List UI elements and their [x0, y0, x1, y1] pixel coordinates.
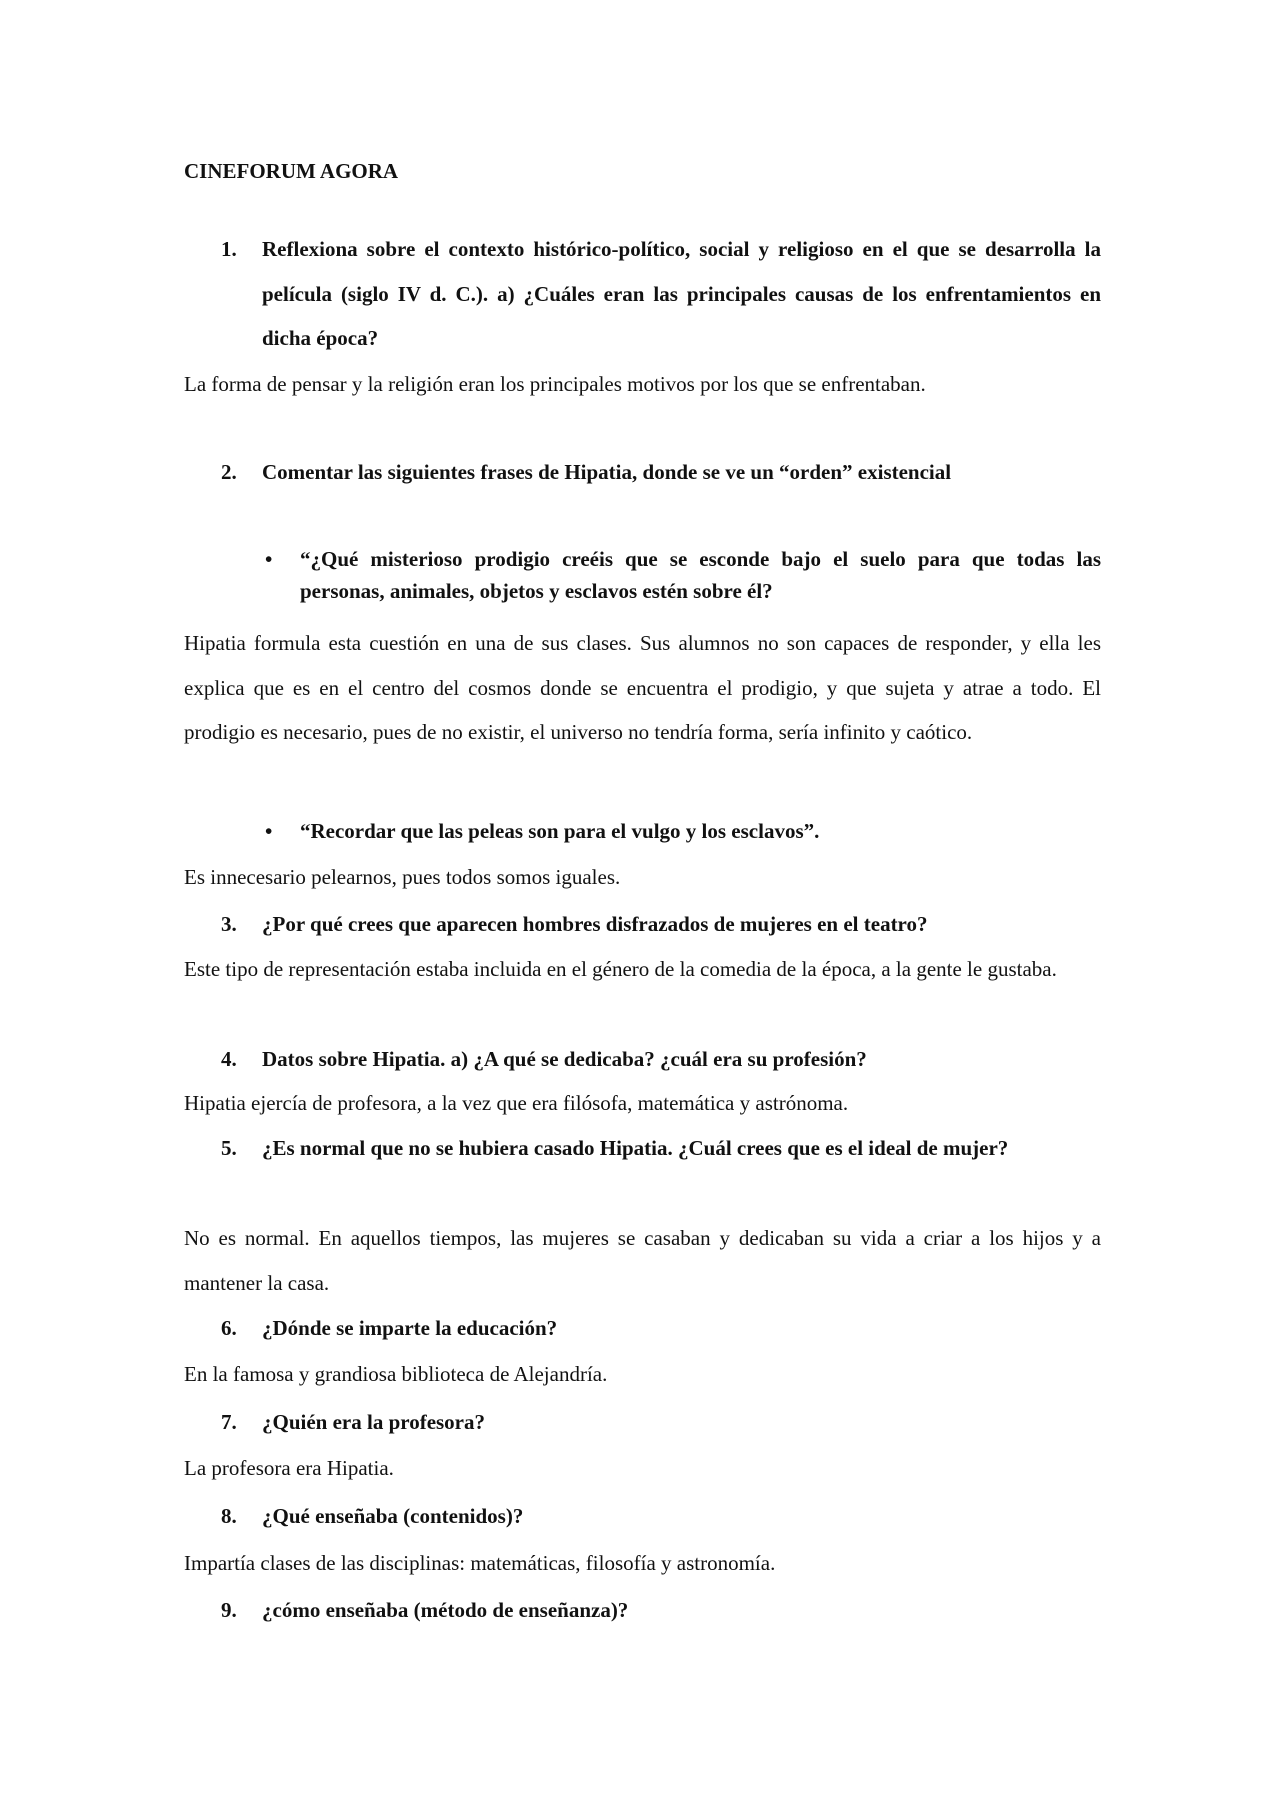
question-number: 5. — [221, 1136, 237, 1160]
answer-1: La forma de pensar y la religión eran los principales motivos por los que se enfrentaban. — [184, 372, 926, 396]
document-title: CINEFORUM AGORA — [184, 159, 399, 183]
question-3 — [221, 902, 1101, 947]
quote-text: “Recordar que las peleas son para el vulgo y los esclavos”. — [300, 819, 820, 843]
question-5 — [221, 1126, 1101, 1171]
quote-1 — [265, 543, 1101, 607]
question-text: ¿Quién era la profesora? — [262, 1410, 486, 1434]
bullet-icon: • — [265, 819, 273, 843]
answer-4: Hipatia ejercía de profesora, a la vez que era filósofa, matemática y astrónoma. — [184, 1091, 849, 1115]
question-text: ¿Es normal que no se hubiera casado Hipatia. ¿Cuál crees que es el ideal de mujer? — [262, 1136, 1009, 1160]
question-text: Comentar las siguientes frases de Hipatia, donde se ve un “orden” existencial — [262, 460, 952, 484]
question-number: 6. — [221, 1316, 237, 1340]
question-text: ¿Por qué crees que aparecen hombres disfrazados de mujeres en el teatro? — [262, 912, 928, 936]
question-8 — [221, 1494, 1101, 1539]
question-number: 7. — [221, 1410, 237, 1434]
question-9 — [221, 1588, 1101, 1633]
question-4 — [221, 1037, 1101, 1082]
question-6 — [221, 1306, 1101, 1351]
bullet-icon: • — [265, 547, 273, 571]
question-text: ¿Qué enseñaba (contenidos)? — [262, 1504, 524, 1528]
quote-text: “¿Qué misterioso prodigio creéis que se esconde bajo el suelo para que todas las personas, animales, objetos y esclavos estén sobre él? — [300, 547, 1101, 603]
quote-1-answer: Hipatia formula esta cuestión en una de sus clases. Sus alumnos no son capaces de responder, y ella les explica que es en el centro del cosmos donde se encuentra el prodigio, y que sujeta y atrae a todo. El prodigio es necesario, pues de no existir, el universo no tendría forma, sería infinito y caótico. — [184, 631, 1101, 744]
question-2 — [221, 456, 1101, 488]
question-number: 9. — [221, 1598, 237, 1622]
answer-7: La profesora era Hipatia. — [184, 1456, 394, 1480]
quote-2 — [265, 815, 1101, 847]
question-number: 8. — [221, 1504, 237, 1528]
question-number: 3. — [221, 912, 237, 936]
answer-5: No es normal. En aquellos tiempos, las mujeres se casaban y dedicaban su vida a criar a los hijos y a mantener la casa. — [184, 1226, 1101, 1295]
question-number: 1. — [221, 237, 237, 261]
answer-6: En la famosa y grandiosa biblioteca de Alejandría. — [184, 1362, 608, 1386]
quote-2-answer: Es innecesario pelearnos, pues todos somos iguales. — [184, 865, 621, 889]
question-1 — [221, 227, 1101, 361]
question-7 — [221, 1400, 1101, 1445]
question-text: Datos sobre Hipatia. a) ¿A qué se dedicaba? ¿cuál era su profesión? — [262, 1047, 867, 1071]
question-number: 2. — [221, 460, 237, 484]
answer-3: Este tipo de representación estaba incluida en el género de la comedia de la época, a la gente le gustaba. — [184, 957, 1057, 981]
question-text: ¿Dónde se imparte la educación? — [262, 1316, 558, 1340]
question-text: Reflexiona sobre el contexto histórico-político, social y religioso en el que se desarrolla la película (siglo IV d. C.). a) ¿Cuáles eran las principales causas de los enfrentamientos en dicha época? — [262, 237, 1101, 350]
question-text: ¿cómo enseñaba (método de enseñanza)? — [262, 1598, 629, 1622]
question-number: 4. — [221, 1047, 237, 1071]
answer-8: Impartía clases de las disciplinas: matemáticas, filosofía y astronomía. — [184, 1551, 776, 1575]
